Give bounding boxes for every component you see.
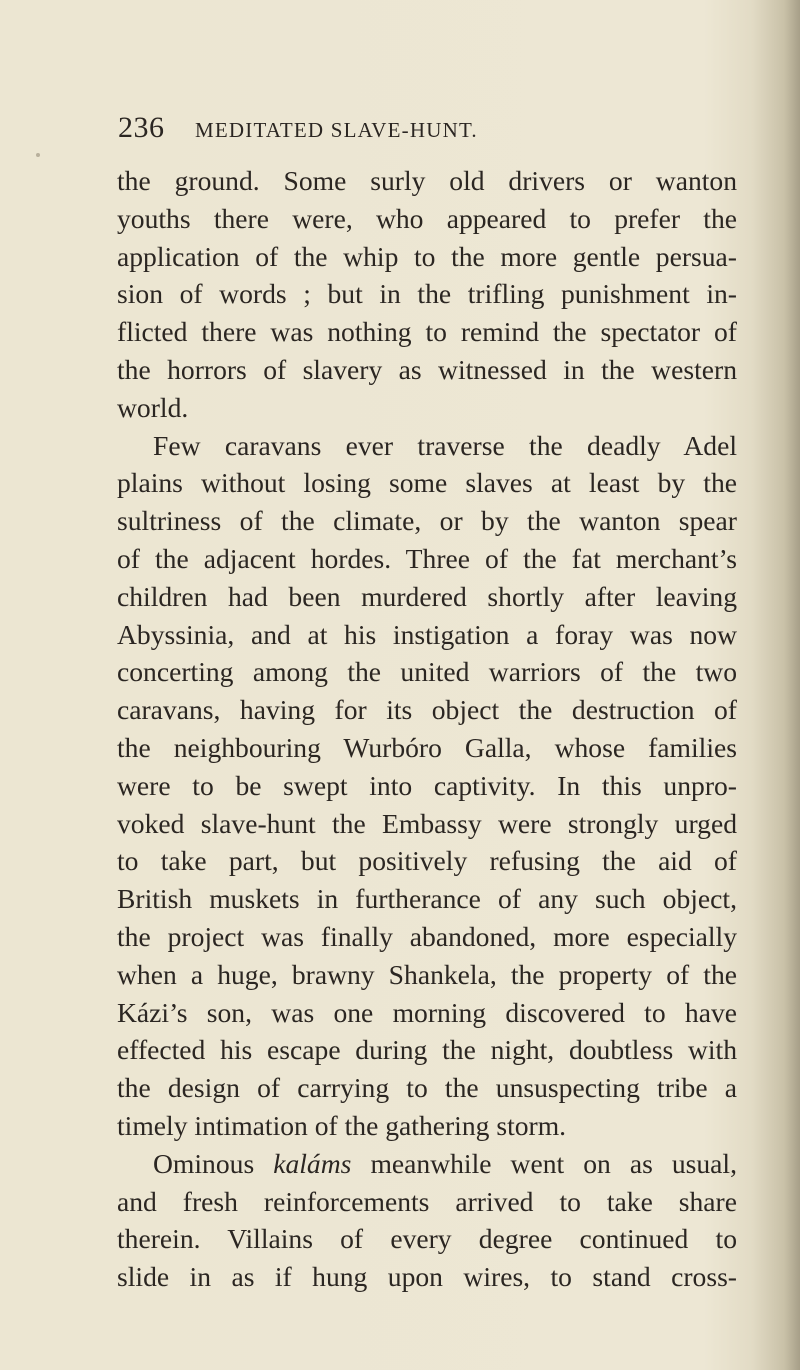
text-line: when a huge, brawny Shankela, the property of the	[117, 958, 737, 990]
text-line: application of the whip to the more gentle persua-	[117, 240, 737, 272]
text-line: the horrors of slavery as witnessed in the western	[117, 353, 737, 385]
text-line: the project was finally abandoned, more especially	[117, 920, 737, 952]
text-line: timely intimation of the gathering storm.	[117, 1109, 567, 1141]
text-line: world.	[117, 391, 189, 423]
text-line: Abyssinia, and at his instigation a foray was now	[117, 618, 737, 650]
text-line: plains without losing some slaves at least by the	[117, 467, 737, 499]
ink-smudge	[36, 153, 40, 157]
text-line: the ground. Some surly old drivers or wanton	[117, 165, 737, 196]
text-line: caravans, having for its object the destruction of	[117, 694, 737, 726]
text-line: British muskets in furtherance of any such object,	[117, 883, 737, 915]
paragraph-start-line: Few caravans ever traverse the deadly Adel	[153, 429, 737, 461]
text-line: youths there were, who appeared to prefer the	[117, 202, 737, 234]
paragraph-start-line	[117, 1145, 737, 1183]
running-head: MEDITATED SLAVE-HUNT.	[195, 118, 478, 142]
text-line: slide in as if hung upon wires, to stand cross-	[117, 1261, 737, 1293]
text-line: sion of words ; but in the trifling punishment in-	[117, 278, 737, 310]
text-line: concerting among the united warriors of the two	[117, 656, 737, 688]
body-text	[117, 162, 737, 1296]
text-line: the neighbouring Wurbóro Galla, whose families	[117, 731, 737, 763]
text-line: and fresh reinforcements arrived to take share	[117, 1185, 737, 1217]
text-run: meanwhile went on as usual,	[351, 1147, 737, 1179]
page-header	[118, 108, 730, 148]
page-number: 236	[118, 111, 165, 144]
text-run: Ominous	[153, 1147, 274, 1179]
text-line: flicted there was nothing to remind the spectator of	[117, 316, 737, 348]
text-line: sultriness of the climate, or by the wanton spear	[117, 505, 737, 537]
text-line: the design of carrying to the unsuspecting tribe a	[117, 1072, 737, 1104]
text-line: therein. Villains of every degree continued to	[117, 1223, 737, 1255]
italic-term: kaláms	[273, 1147, 352, 1179]
text-line: were to be swept into captivity. In this unpro-	[117, 769, 737, 801]
text-line: to take part, but positively refusing the aid of	[117, 845, 737, 877]
text-line: effected his escape during the night, doubtless with	[117, 1034, 737, 1066]
text-line: voked slave-hunt the Embassy were strongly urged	[117, 807, 737, 839]
text-line: children had been murdered shortly after leaving	[117, 580, 737, 612]
text-line: of the adjacent hordes. Three of the fat merchant’s	[117, 542, 737, 574]
text-line: Kázi’s son, was one morning discovered to have	[117, 996, 737, 1028]
